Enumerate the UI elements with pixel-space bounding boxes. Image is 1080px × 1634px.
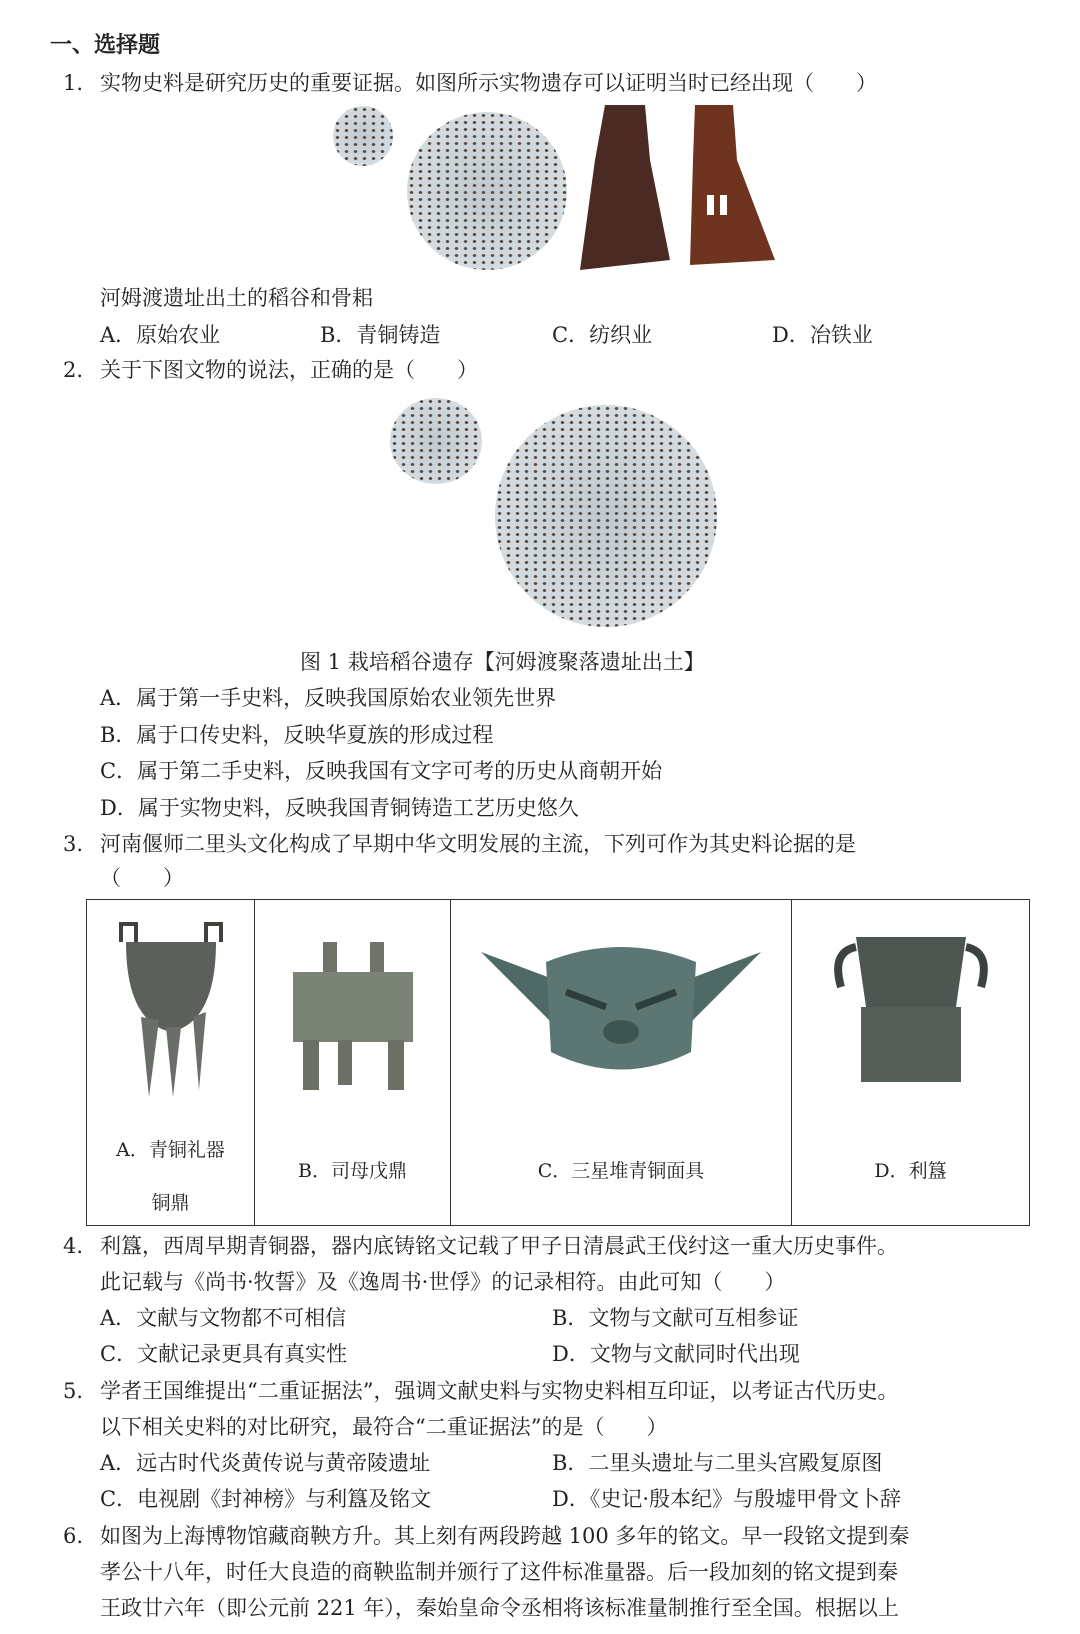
q5-option-c[interactable]: C．电视剧《封神榜》与利簋及铭文 [100,1487,432,1511]
q1-stem: 实物史料是研究历史的重要证据。如图所示实物遗存可以证明当时已经出现（ ） [100,71,877,95]
q3-option-c-cell[interactable] [451,900,792,1226]
q6-stem-line2: 孝公十八年，时任大良造的商鞅监制并颁行了这件标准量器。后一段加刻的铭文提到秦 [100,1560,898,1584]
q1-option-a[interactable]: A．原始农业 [100,323,221,347]
q1-option-b[interactable]: B．青铜铸造 [320,323,441,347]
q2-caption: 图 1 栽培稻谷遗存【河姆渡聚落遗址出土】 [300,650,705,674]
sanxingdui-mask-image [471,912,771,1092]
q3-option-d-label: D．利簋 [874,1160,947,1182]
q3-number: 3. [63,832,84,856]
section-title: 一、选择题 [50,33,161,58]
q1-option-d[interactable]: D．冶铁业 [772,323,873,347]
q4-option-b[interactable]: B．文物与文献可互相参证 [552,1306,799,1330]
q3-stem-line2: （ ） [100,866,184,890]
q2-option-d[interactable]: D．属于实物史料，反映我国青铜铸造工艺历史悠久 [100,796,579,820]
q4-option-d[interactable]: D．文物与文献同时代出现 [552,1342,800,1366]
q5-option-a[interactable]: A．远古时代炎黄传说与黄帝陵遗址 [100,1451,431,1475]
q3-stem-line1: 河南偃师二里头文化构成了早期中华文明发展的主流，下列可作为其史料论据的是 [100,832,856,856]
q6-number: 6. [63,1524,84,1548]
q3-option-b-cell[interactable] [255,900,451,1226]
q5-option-d[interactable]: D．《史记·殷本纪》与殷墟甲骨文卜辞 [552,1487,902,1511]
q1-option-c[interactable]: C．纺织业 [552,323,653,347]
q1-caption: 河姆渡遗址出土的稻谷和骨耜 [100,286,373,310]
bone-spade-image [575,100,785,275]
q4-option-c[interactable]: C．文献记录更具有真实性 [100,1342,348,1366]
li-gui-image [821,912,1001,1092]
q3-option-a-label-2: 铜鼎 [151,1192,190,1214]
q4-stem-line2: 此记载与《尚书·牧誓》及《逸周书·世俘》的记录相符。由此可知（ ） [100,1270,786,1294]
q4-stem-line1: 利簋，西周早期青铜器，器内底铸铭文记载了甲子日清晨武王伐纣这一重大历史事件。 [100,1234,898,1258]
q5-number: 5. [63,1379,84,1403]
q3-option-a-label: A．青铜礼器 [116,1139,225,1161]
q3-artifact-table [86,899,1030,1226]
q1-number: 1. [63,71,84,95]
q2-option-a[interactable]: A．属于第一手史料，反映我国原始农业领先世界 [100,686,557,710]
q3-option-b-label: B．司母戊鼎 [298,1160,407,1182]
q5-stem-line2: 以下相关史料的对比研究，最符合“二重证据法”的是（ ） [100,1415,668,1439]
q2-option-b[interactable]: B．属于口传史料，反映华夏族的形成过程 [100,723,494,747]
simuwu-ding-image [278,912,428,1102]
q3-option-d-cell[interactable] [792,900,1030,1226]
q5-stem-line1: 学者王国维提出“二重证据法”，强调文献史料与实物史料相互印证，以考证古代历史。 [100,1379,899,1403]
q3-option-a-cell[interactable] [87,900,255,1226]
q4-number: 4. [63,1234,84,1258]
q6-stem-line3: 王政廿六年（即公元前 221 年），秦始皇命令丞相将该标准量制推行至全国。根据以上 [100,1596,899,1620]
q2-stem: 关于下图文物的说法，正确的是（ ） [100,358,478,382]
q5-option-b[interactable]: B．二里头遗址与二里头宫殿复原图 [552,1451,883,1475]
q2-number: 2. [63,358,84,382]
bronze-ding-image [101,912,241,1102]
q4-option-a[interactable]: A．文献与文物都不可相信 [100,1306,347,1330]
q6-stem-line1: 如图为上海博物馆藏商鞅方升。其上刻有两段跨越 100 多年的铭文。早一段铭文提到秦 [100,1524,910,1548]
q2-option-c[interactable]: C．属于第二手史料，反映我国有文字可考的历史从商朝开始 [100,759,663,783]
q3-option-c-label: C．三星堆青铜面具 [537,1160,705,1182]
